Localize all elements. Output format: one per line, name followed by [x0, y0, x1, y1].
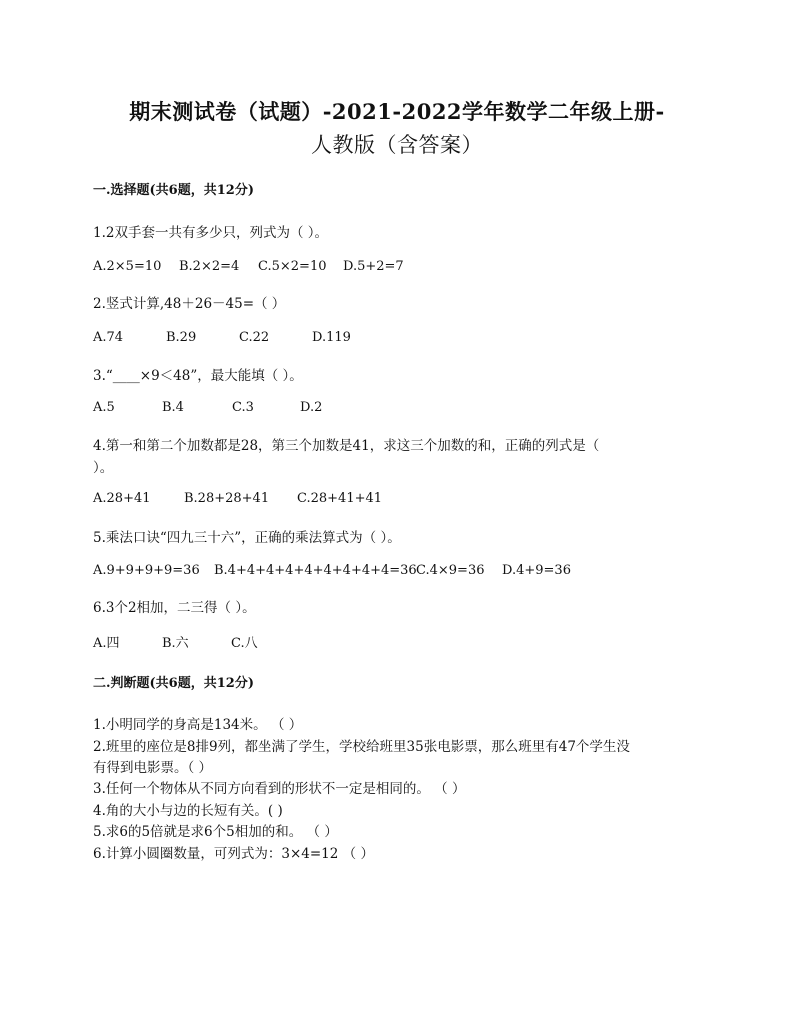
option-c: C.28+41+41 — [297, 491, 383, 506]
judgment-item-4: 4.角的大小与边的长短有关。( ) — [93, 803, 283, 819]
option-c: C.22 — [239, 330, 270, 345]
judgment-item-2-continued: 有得到电影票。（ ） — [93, 760, 213, 776]
option-d: D.5+2=7 — [343, 259, 404, 274]
option-c: C.5×2=10 — [258, 259, 327, 274]
option-a: A.9+9+9+9=36 — [93, 563, 200, 578]
question-1: 1.2双手套一共有多少只，列式为（ ）。 — [93, 225, 329, 241]
judgment-item-5: 5.求6的5倍就是求6个5相加的和。 （ ） — [93, 824, 338, 840]
question-2: 2.竖式计算,48＋26－45=（ ） — [93, 296, 286, 312]
question-5: 5.乘法口诀“四九三十六”，正确的乘法算式为（ ）。 — [93, 530, 401, 546]
option-a: A.74 — [93, 330, 124, 345]
option-b: B.29 — [166, 330, 197, 345]
section-heading-judgment: 二.判断题(共6题，共12分) — [93, 676, 254, 691]
question-3: 3.“____×9＜48”，最大能填（ ）。 — [93, 368, 303, 384]
section-heading-choice: 一.选择题(共6题，共12分) — [93, 183, 254, 198]
option-b: B.4+4+4+4+4+4+4+4+4=36 — [214, 563, 417, 578]
option-d: D.4+9=36 — [502, 563, 571, 578]
judgment-item-2: 2.班里的座位是8排9列，都坐满了学生，学校给班里35张电影票，那么班里有47个学生没 — [93, 739, 630, 755]
option-a: A.四 — [93, 636, 120, 651]
option-a: A.5 — [93, 400, 115, 415]
question-4-continued: ）。 — [93, 460, 114, 476]
option-a: A.28+41 — [93, 491, 151, 506]
page-title-line1: 期末测试卷（试题）-2021-2022学年数学二年级上册- — [129, 99, 665, 124]
option-d: D.119 — [312, 330, 351, 345]
option-c: C.3 — [232, 400, 254, 415]
option-b: B.六 — [162, 636, 189, 651]
option-b: B.2×2=4 — [179, 259, 240, 274]
judgment-item-3: 3.任何一个物体从不同方向看到的形状不一定是相同的。 （ ） — [93, 781, 466, 797]
option-c: C.八 — [231, 636, 258, 651]
question-6: 6.3个2相加，二三得（ ）。 — [93, 600, 256, 616]
option-d: D.2 — [300, 400, 323, 415]
page-title-line2: 人教版（含答案） — [311, 133, 483, 157]
option-a: A.2×5=10 — [93, 259, 162, 274]
judgment-item-6: 6.计算小圆圈数量，可列式为：3×4=12 （ ） — [93, 846, 374, 862]
question-4: 4.第一和第二个加数都是28，第三个加数是41，求这三个加数的和，正确的列式是（ — [93, 438, 600, 454]
option-c: C.4×9=36 — [416, 563, 485, 578]
option-b: B.28+28+41 — [184, 491, 270, 506]
option-b: B.4 — [162, 400, 184, 415]
judgment-item-1: 1.小明同学的身高是134米。 （ ） — [93, 717, 303, 733]
